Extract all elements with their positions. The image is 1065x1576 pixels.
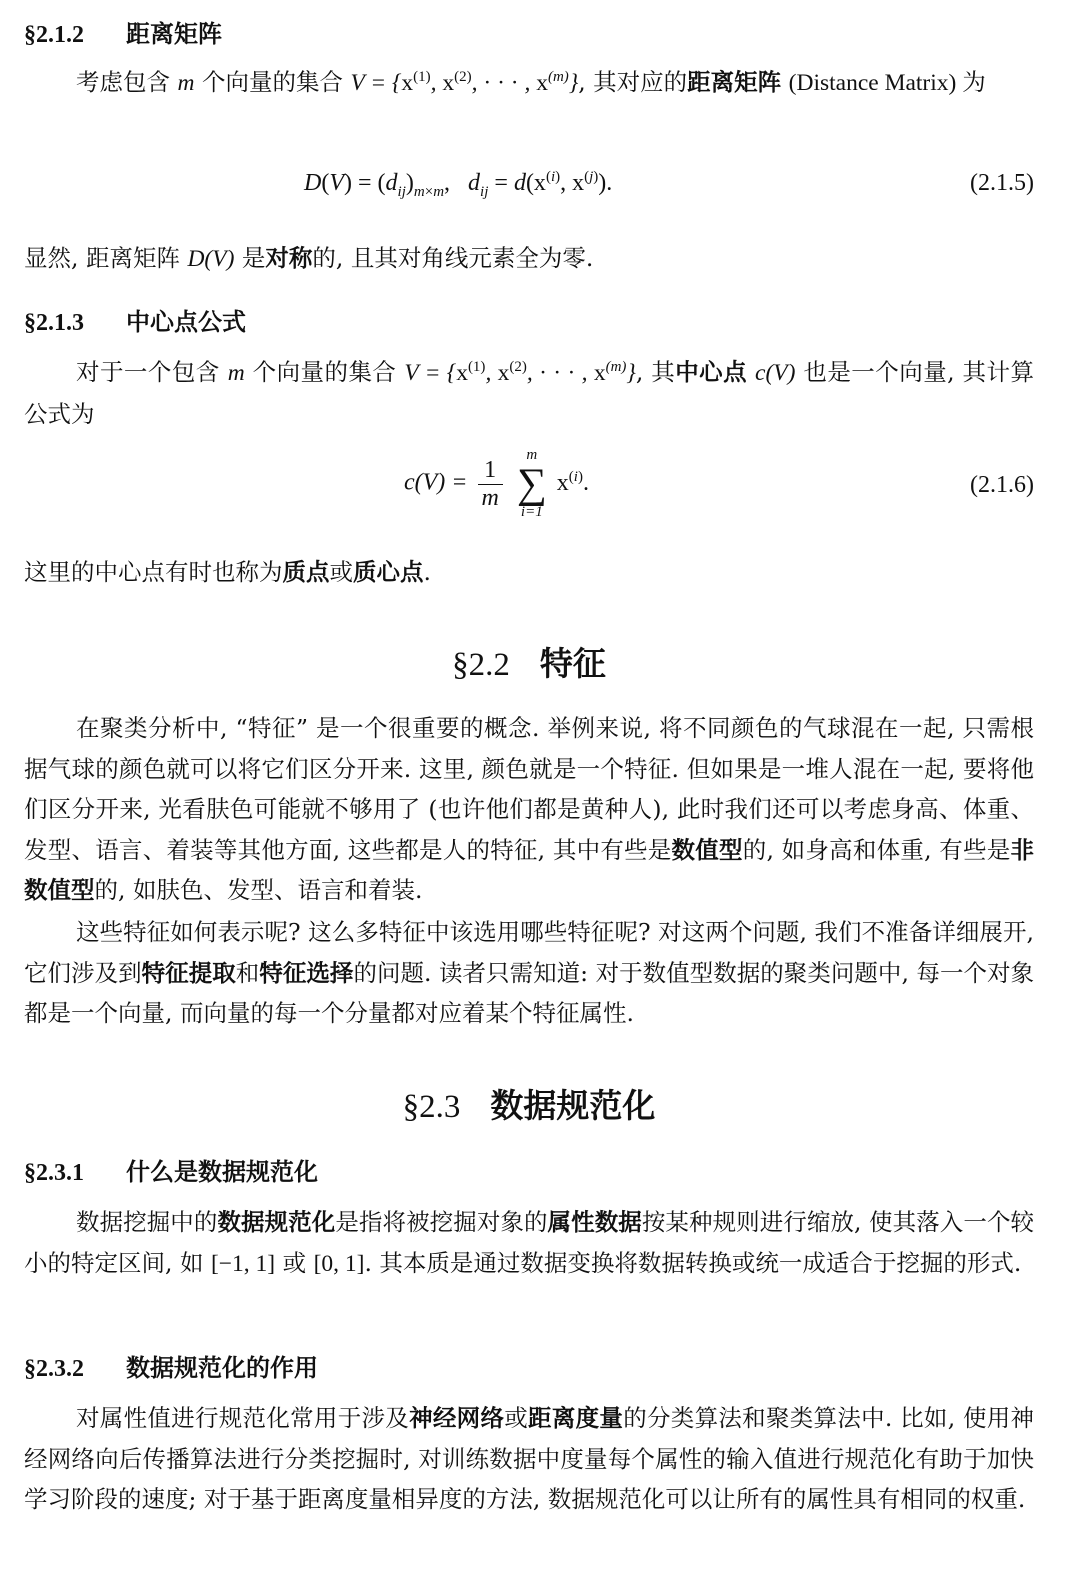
- text-run: 个向量的集合: [252, 358, 397, 386]
- subsection-heading-2-1-3: [24, 302, 246, 337]
- term-non-numeric: 非数值型: [24, 835, 1034, 904]
- text-run: , 其: [635, 358, 676, 386]
- text-run: 的, 且其对角线元素全为零.: [312, 244, 594, 272]
- term-numeric: 数值型: [671, 835, 743, 864]
- subsection-title: 中心点公式: [126, 307, 246, 336]
- section-heading-2-2: [24, 638, 1034, 685]
- text-run: 是: [241, 244, 266, 272]
- section-title: 特征: [539, 644, 606, 683]
- text-run: 个向量的集合: [201, 68, 343, 96]
- text-run: 按某种规则进行缩放, 使其落入一个较小的特定区间, 如: [24, 1208, 1035, 1277]
- equation-rhs: $x^{(i)}$.: [556, 468, 589, 496]
- paragraph-symmetric: [24, 238, 1034, 280]
- term-distance-measure: 距离度量: [528, 1404, 624, 1432]
- text-run: 的, 如身高和体重, 有些是: [742, 835, 1011, 864]
- summation: m ∑ i=1: [516, 447, 547, 520]
- text-run: 数据挖掘中的: [76, 1208, 218, 1236]
- text-run: 的, 如肤色、发型、语言和着装.: [94, 876, 423, 904]
- text-run: 是指将被挖掘对象的: [335, 1208, 548, 1236]
- subsection-heading-2-1-2: [24, 14, 222, 49]
- subsection-number: §2.3.1: [24, 1160, 84, 1186]
- term-neural-network: 神经网络: [409, 1404, 505, 1432]
- equation-lhs: c(V) =: [404, 469, 468, 496]
- text-run: 或: [282, 1248, 307, 1277]
- text-run: 也是一个向量, 其计算公式为: [24, 358, 1034, 428]
- text-run: 对属性值进行规范化常用于涉及: [76, 1404, 410, 1432]
- paragraph-normalization-def: [24, 1202, 1034, 1284]
- subsection-title: 什么是数据规范化: [126, 1157, 318, 1186]
- text-run: 或: [504, 1404, 529, 1432]
- text-run: 的分类算法和聚类算法中. 比如, 使用神经网络向后传播算法进行分类挖掘时, 对训练数据中度量每个属性的输入值进行规范化有助于加快学习阶段的速度; 对于基于距离度量相异度的方法, 数据规范化可以让所有的属性具有相同的权重.: [24, 1404, 1035, 1513]
- equation-2-1-5: [24, 170, 1034, 240]
- paragraph-features-1: [24, 708, 1034, 911]
- equation-body: $D(V) = (d_{ij})_{m\times m}$, $d_{ij} = d(x^{(i)}$, $x^{(j)}$).: [304, 169, 613, 200]
- term-mass-point: 质点: [282, 558, 330, 586]
- text-run: 的问题. 读者只需知道: 对于数值型数据的聚类问题中, 每一个对象都是一个向量, 而向量的每一个分量都对应着某个特征属性.: [24, 958, 1035, 1027]
- subsection-title: 距离矩阵: [126, 19, 222, 48]
- term-symmetric: 对称: [265, 244, 313, 272]
- fraction: $\frac{1}{m}$: [478, 457, 503, 512]
- term-attribute-data: 属性数据: [547, 1208, 642, 1236]
- equation-body: [404, 448, 589, 520]
- section-number: §2.2: [452, 647, 510, 683]
- paragraph-normalization-purpose: [24, 1398, 1034, 1520]
- subsection-number: §2.1.3: [24, 310, 84, 336]
- math-cv: c(V): [755, 360, 796, 386]
- text-run: 考虑包含: [76, 68, 170, 96]
- equation-number: (2.1.5): [970, 170, 1034, 196]
- term-distance-matrix: 距离矩阵: [687, 68, 782, 96]
- term-data-normalization: 数据规范化: [217, 1208, 336, 1236]
- text-run: 这里的中心点有时也称为: [24, 558, 283, 586]
- text-run: 显然, 距离矩阵: [24, 244, 180, 272]
- subsection-heading-2-3-2: [24, 1348, 318, 1383]
- math-dv: D(V): [187, 246, 235, 272]
- term-centroid: 中心点: [675, 358, 748, 386]
- text-run: (Distance Matrix) 为: [788, 70, 986, 96]
- text-run: 这些特征如何表示呢? 这么多特征中该选用哪些特征呢? 对这两个问题, 我们不准备详细展开, 它们涉及到: [24, 918, 1034, 987]
- paragraph-centroid-alias: [24, 552, 1034, 593]
- math-m: m: [177, 70, 195, 96]
- math-interval: [0, 1]: [313, 1250, 365, 1277]
- term-center-of-mass: 质心点: [353, 558, 424, 586]
- subsection-title: 数据规范化的作用: [126, 1353, 318, 1382]
- math-m: m: [227, 360, 245, 386]
- text-run: .: [423, 558, 431, 586]
- paragraph-centroid: [24, 352, 1034, 434]
- section-number: §2.3: [402, 1089, 461, 1125]
- text-run: 对于一个包含: [76, 358, 220, 386]
- subsection-number: §2.1.2: [24, 22, 84, 48]
- text-run: 或: [329, 558, 353, 586]
- math-vector-set: $V = \{x^{(1)}$, $x^{(2)}$, · · · , $x^{(m)}$}: [404, 359, 636, 386]
- term-feature-selection: 特征选择: [259, 958, 354, 987]
- section-heading-2-3: [24, 1080, 1034, 1127]
- math-vector-set: $V = \{x^{(1)}$, $x^{(2)}$, · · · , $x^{(m)}$}: [350, 69, 579, 96]
- section-title: 数据规范化: [490, 1086, 656, 1125]
- text-run: . 其本质是通过数据变换将数据转换或统一成适合于挖掘的形式.: [364, 1248, 1022, 1277]
- subsection-number: §2.3.2: [24, 1356, 84, 1382]
- paragraph-features-2: [24, 912, 1034, 1034]
- text-run: 和: [235, 958, 260, 987]
- equation-number: (2.1.6): [970, 472, 1034, 498]
- text-run: , 其对应的: [578, 68, 688, 96]
- subsection-heading-2-3-1: [24, 1152, 318, 1187]
- term-feature-extraction: 特征提取: [141, 958, 236, 987]
- text-run: 在聚类分析中, “特征” 是一个很重要的概念. 举例来说, 将不同颜色的气球混在一起, 只需根据气球的颜色就可以将它们区分开来. 这里, 颜色就是一个特征. 但如果是一堆人混在一起, 要将他们区分开来, 光看肤色可能就不够用了 (也许他们都是黄种人), 此时我们还可以考虑身高、体重、发型、语言、着装等其他方面, 这些都是人的特征, 其中有些是: [24, 714, 1034, 864]
- paragraph-distance-matrix: [24, 62, 1034, 104]
- math-interval: [−1, 1]: [210, 1250, 276, 1277]
- equation-2-1-6: [24, 448, 1034, 538]
